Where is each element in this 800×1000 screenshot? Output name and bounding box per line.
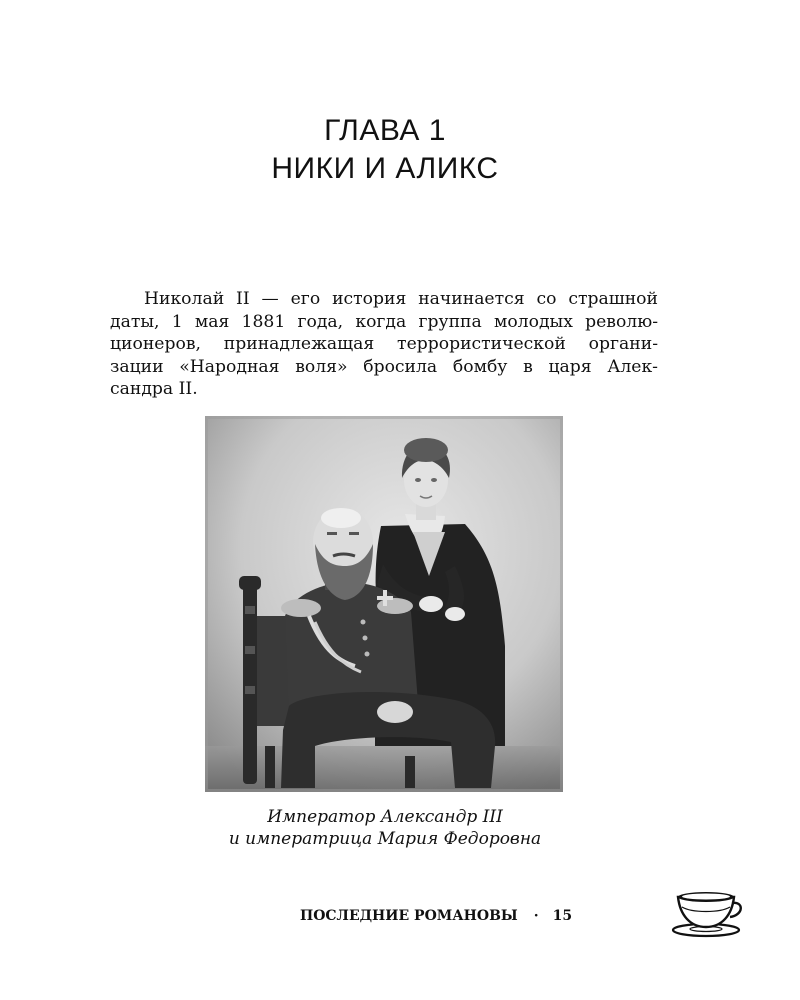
page-footer xyxy=(300,904,572,928)
paragraph-line: ционеров, принадлежащая террористической органи- xyxy=(110,334,658,354)
paragraph-line: Николай II — его история начинается со страшной xyxy=(144,289,658,309)
running-title: ПОСЛЕДНИЕ РОМАНОВЫ xyxy=(300,908,518,924)
paragraph-line: даты, 1 мая 1881 года, когда группа молодых револю- xyxy=(110,311,658,332)
body-paragraph xyxy=(110,288,658,401)
chapter-heading xyxy=(0,112,770,188)
paragraph-line: сандра II. xyxy=(110,379,198,399)
paragraph-line: зации «Народная воля» бросила бомбу в царя Алек- xyxy=(110,356,658,377)
caption-line: и императрица Мария Федоровна xyxy=(228,829,542,849)
photograph-illustration xyxy=(205,416,563,792)
footer-separator: · xyxy=(533,908,539,924)
page-number: 15 xyxy=(552,908,573,924)
chapter-title: НИКИ И АЛИКС xyxy=(271,152,499,185)
historical-photograph xyxy=(205,416,563,792)
teacup-icon xyxy=(670,885,744,939)
chapter-number: ГЛАВА 1 xyxy=(324,114,446,147)
photo-caption xyxy=(0,806,770,850)
caption-line: Император Александр III xyxy=(267,807,503,827)
